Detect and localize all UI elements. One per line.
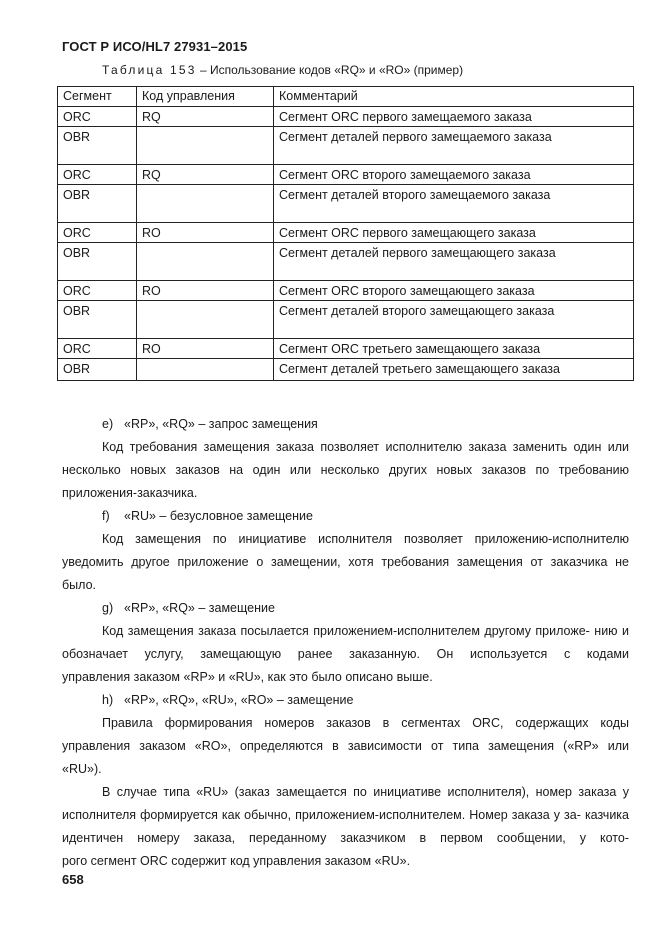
cell-segment: OBR [58,127,137,165]
cell-control-code [137,301,274,339]
table-row [58,281,634,301]
cell-segment: ORC [58,281,137,301]
column-header-comment: Комментарий [274,87,634,107]
table-row [58,339,634,359]
cell-comment: Сегмент деталей первого замещаемого заказа [274,127,634,165]
table-row [58,185,634,223]
cell-comment: Сегмент ORC третьего замещающего заказа [274,339,634,359]
cell-control-code: RO [137,339,274,359]
paragraph: Код замещения заказа посылается приложением-исполнителем другому приложе- нию и обозначает услугу, замещающую ранее заказанную. Он используется с кодами [62,624,629,661]
table-row [58,243,634,281]
table-row [58,165,634,185]
cell-control-code [137,359,274,381]
cell-control-code [137,185,274,223]
page-number: 658 [62,872,84,887]
table-row [58,223,634,243]
item-heading-f: f) «RU» – безусловное замещение [102,509,313,523]
table-header-row [58,87,634,107]
column-header-control-code: Код управления [137,87,274,107]
cell-comment: Сегмент деталей второго замещаемого заказа [274,185,634,223]
column-header-segment: Сегмент [58,87,137,107]
cell-comment: Сегмент деталей второго замещающего заказа [274,301,634,339]
cell-segment: OBR [58,243,137,281]
item-heading-e: e) «RP», «RQ» – запрос замещения [102,417,318,431]
codes-table [57,86,634,381]
table-row [58,107,634,127]
paragraph-tail: было. [62,578,97,592]
cell-control-code: RO [137,281,274,301]
item-heading-g: g) «RP», «RQ» – замещение [102,601,275,615]
caption-dash: – [199,63,210,77]
paragraph-tail: управления заказом «RP» и «RU», как это было описано выше. [62,670,433,684]
paragraph: Код требования замещения заказа позволяет исполнителю заказа заменить один или несколько новых заказов на один или несколько других новых заказов по требованию [62,440,629,477]
paragraph: В случае типа «RU» (заказ замещается по инициативе исполнителя), номер заказа у исполнителя формируется как обычно, приложением-исполнителем. Номер заказа у за- казчика идентичен номеру заказа, переданному заказчиком в первом сообщении, у кото- [62,785,629,845]
table-row [58,301,634,339]
cell-comment: Сегмент ORC второго замещаемого заказа [274,165,634,185]
paragraph: Правила формирования номеров заказов в сегментах ORC, содержащих коды управления заказом «RO», определяются в зависимости от типа замещения («RP» или [62,716,629,753]
cell-comment: Сегмент ORC второго замещающего заказа [274,281,634,301]
paragraph-tail: «RU»). [62,762,102,776]
cell-comment: Сегмент ORC первого замещаемого заказа [274,107,634,127]
cell-control-code [137,243,274,281]
cell-control-code: RQ [137,165,274,185]
cell-segment: OBR [58,301,137,339]
table-row [58,127,634,165]
cell-comment: Сегмент деталей третьего замещающего заказа [274,359,634,381]
cell-segment: ORC [58,107,137,127]
cell-control-code [137,127,274,165]
cell-segment: ORC [58,165,137,185]
paragraph-tail: приложения-заказчика. [62,486,198,500]
cell-control-code: RO [137,223,274,243]
paragraph: Код замещения по инициативе исполнителя позволяет приложению-исполнителю уведомить другое приложение о замещении, хотя требования замещения от заказчика не [62,532,629,569]
table-row [58,359,634,381]
paragraph-tail: рого сегмент ORC содержит код управления заказом «RU». [62,854,411,868]
cell-segment: OBR [58,359,137,381]
body-text [62,413,629,873]
cell-segment: ORC [58,339,137,359]
cell-control-code: RQ [137,107,274,127]
item-heading-h: h) «RP», «RQ», «RU», «RO» – замещение [102,693,354,707]
table-caption-label: Таблица 153 [102,63,197,77]
cell-segment: ORC [58,223,137,243]
cell-comment: Сегмент деталей первого замещающего заказа [274,243,634,281]
table-caption-title: Использование кодов «RQ» и «RO» (пример) [209,63,464,77]
cell-comment: Сегмент ORC первого замещающего заказа [274,223,634,243]
document-header: ГОСТ Р ИСО/HL7 27931–2015 [62,39,248,54]
table-caption [102,63,463,77]
cell-segment: OBR [58,185,137,223]
